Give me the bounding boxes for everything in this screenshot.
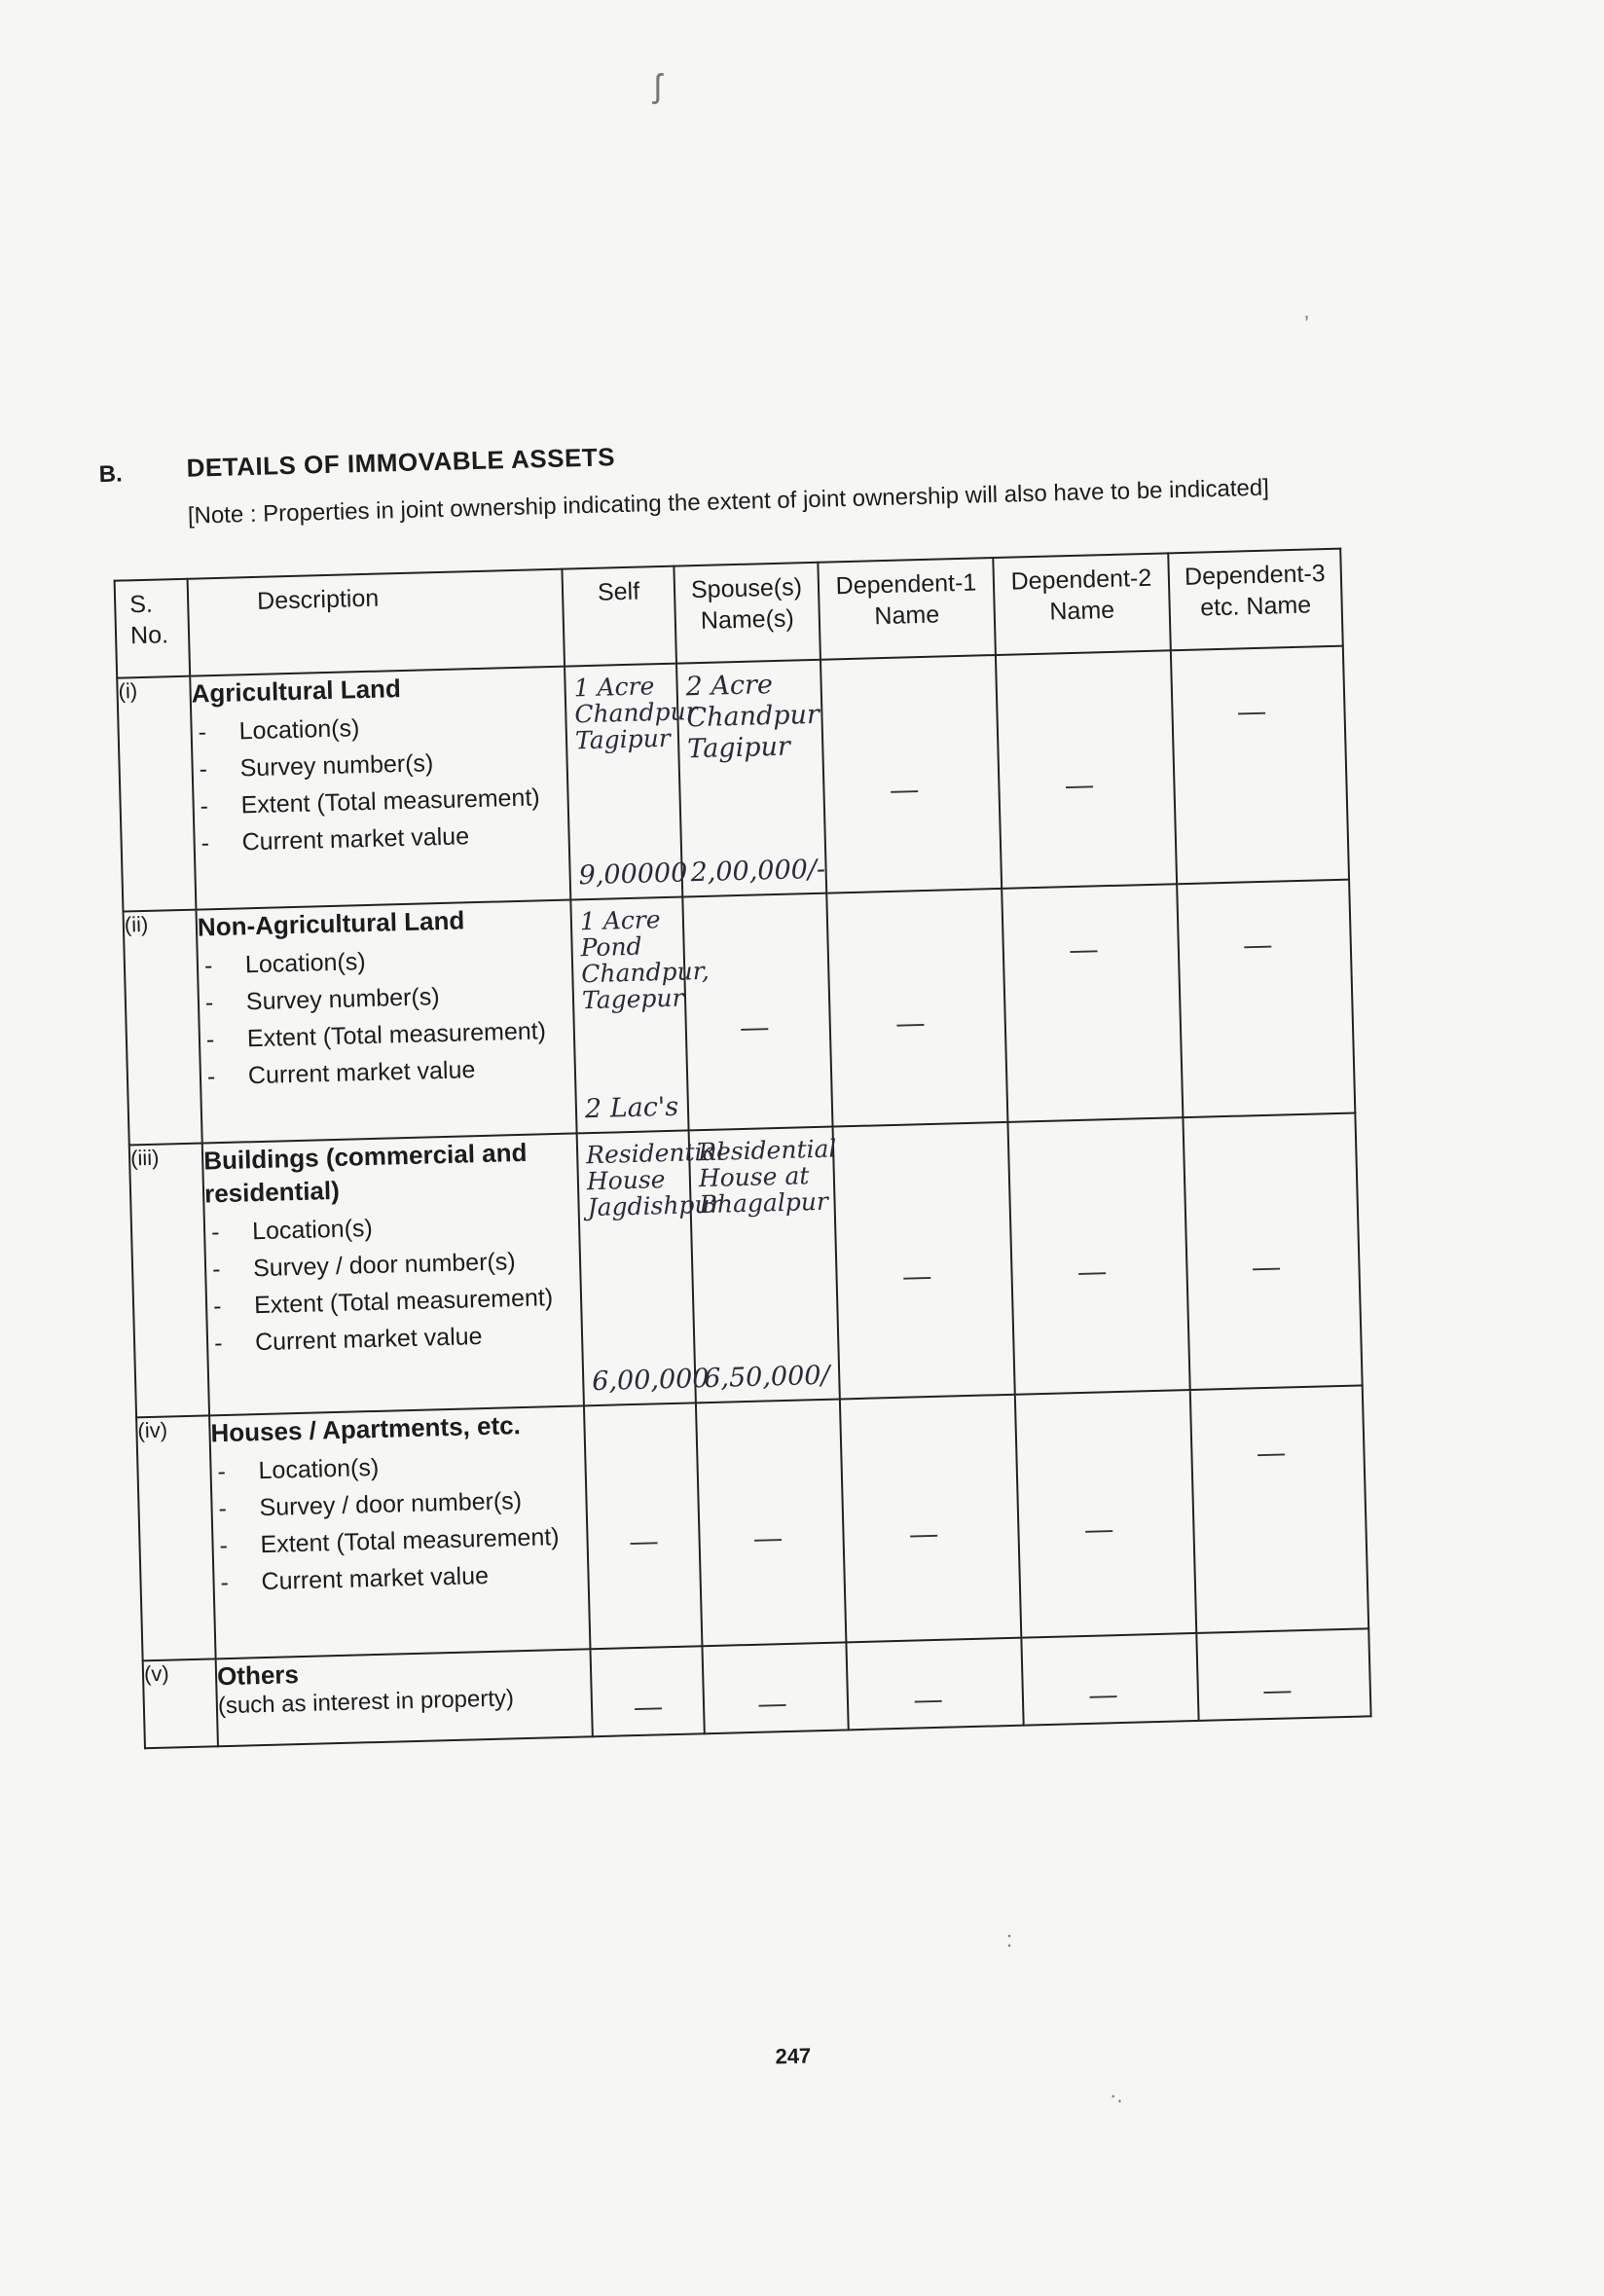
row-sno: (iv) — [136, 1415, 216, 1660]
handwritten-value: 2,00,000/- — [690, 854, 826, 889]
nil-dash: — — [1070, 932, 1098, 965]
dependent-1-cell — [826, 889, 1007, 1127]
nil-dash: — — [1252, 1251, 1281, 1283]
row-item: - Extent (Total measurement) — [207, 1282, 581, 1321]
row-title: Non-Agricultural Land — [197, 905, 465, 942]
row-title: Others — [216, 1659, 300, 1692]
spouse-cell — [682, 893, 832, 1131]
row-item: - Location(s) — [199, 942, 572, 981]
dependent-1-cell — [820, 655, 1002, 893]
row-item: - Current market value — [214, 1558, 588, 1597]
dependent-3-cell — [1196, 1628, 1370, 1721]
section-letter: B. — [98, 460, 124, 489]
row-item: - Extent (Total measurement) — [194, 783, 567, 821]
nil-dash: — — [634, 1691, 663, 1723]
header-spouse: Spouse(s) Name(s) — [674, 563, 820, 664]
spouse-cell — [689, 1127, 840, 1403]
header-dependent-2: Dependent-2 Name — [993, 553, 1171, 655]
row-description — [216, 1649, 593, 1746]
nil-dash: — — [758, 1688, 786, 1719]
handwritten-value: 6,00,000 — [591, 1363, 710, 1398]
self-cell — [577, 1130, 725, 1405]
row-item: - Location(s) — [192, 709, 565, 747]
nil-dash: — — [1084, 1513, 1113, 1545]
header-dependent-1: Dependent-1 Name — [818, 558, 996, 660]
row-item: - Current market value — [201, 1053, 575, 1092]
handwritten-value: 2 Lac's — [584, 1091, 679, 1125]
table-row — [117, 646, 1349, 912]
page-number: 247 — [775, 2043, 812, 2069]
row-item: - Survey number(s) — [200, 979, 573, 1018]
dependent-1-cell — [840, 1395, 1021, 1643]
header-sno: S. No. — [115, 579, 191, 678]
nil-dash: — — [1257, 1437, 1286, 1468]
nil-dash: — — [630, 1525, 658, 1557]
row-item: - Survey number(s) — [193, 746, 566, 784]
nil-dash: — — [1243, 929, 1272, 961]
row-description — [202, 1133, 584, 1415]
dependent-2-cell — [996, 650, 1177, 889]
dependent-1-cell — [846, 1638, 1023, 1731]
row-description — [209, 1405, 590, 1658]
handwritten-entry: 1 Acre Pond Chandpur, Tagepur — [579, 905, 711, 1015]
handwritten-entry: 1 Acre Chandpur Tagipur — [573, 672, 698, 755]
row-sno: (iii) — [129, 1144, 209, 1418]
row-title: Buildings (commercial and residential) — [202, 1137, 528, 1209]
row-item: - Survey / door number(s) — [206, 1245, 580, 1284]
scan-mark: ʃ — [654, 68, 662, 105]
dependent-3-cell — [1183, 1113, 1362, 1391]
row-item: - Current market value — [208, 1319, 582, 1358]
row-item: - Extent (Total measurement) — [213, 1521, 587, 1560]
dependent-1-cell — [833, 1122, 1015, 1400]
spouse-cell — [702, 1642, 848, 1733]
table-row — [129, 1113, 1363, 1418]
nil-dash: — — [1089, 1679, 1117, 1710]
dependent-3-cell — [1171, 646, 1349, 885]
table-row — [123, 880, 1355, 1146]
row-sno: (ii) — [123, 910, 201, 1146]
nil-dash: — — [740, 1011, 769, 1042]
header-dependent-3: Dependent-3 etc. Name — [1168, 549, 1343, 651]
row-subtitle: (such as interest in property) — [217, 1685, 515, 1720]
handwritten-entry: Residential House at Bhagalpur — [697, 1134, 837, 1220]
nil-dash: — — [1262, 1674, 1292, 1706]
row-title: Agricultural Land — [191, 674, 402, 709]
dependent-3-cell — [1177, 880, 1355, 1118]
nil-dash: — — [1065, 769, 1094, 801]
nil-dash: — — [1237, 695, 1266, 727]
dependent-2-cell — [1015, 1390, 1196, 1638]
section-title: DETAILS OF IMMOVABLE ASSETS — [186, 442, 616, 483]
dependent-2-cell — [1007, 1117, 1189, 1395]
dependent-2-cell — [1002, 884, 1183, 1122]
scan-mark: : — [1006, 1927, 1013, 1951]
scan-mark: ·. — [1110, 2083, 1123, 2107]
nil-dash: — — [909, 1517, 938, 1549]
dependent-3-cell — [1190, 1385, 1368, 1633]
row-description — [190, 667, 570, 910]
spouse-cell — [696, 1399, 846, 1646]
self-cell — [590, 1646, 704, 1736]
self-cell — [570, 897, 711, 1134]
nil-dash: — — [890, 774, 919, 805]
row-item: - Location(s) — [205, 1208, 579, 1247]
row-sno: (v) — [143, 1658, 218, 1748]
handwritten-entry: 2 Acre Chandpur Tagipur — [685, 670, 820, 765]
handwritten-value: 9,00000 — [578, 857, 688, 892]
section-note: [Note : Properties in joint ownership indicating the extent of joint ownership will also have to be indicated] — [187, 474, 1270, 529]
row-sno: (i) — [117, 676, 196, 912]
nil-dash: — — [902, 1259, 931, 1292]
scan-mark: ’ — [1304, 311, 1309, 336]
dependent-2-cell — [1021, 1633, 1198, 1726]
nil-dash: — — [1077, 1256, 1107, 1287]
nil-dash: — — [753, 1522, 783, 1553]
handwritten-value: 6,50,000/ — [703, 1360, 830, 1395]
header-self: Self — [562, 566, 676, 667]
row-item: - Survey / door number(s) — [212, 1484, 586, 1523]
row-item: - Extent (Total measurement) — [200, 1016, 574, 1055]
table-row — [136, 1385, 1368, 1660]
row-item: - Location(s) — [211, 1447, 585, 1486]
nil-dash: — — [895, 1007, 925, 1039]
row-description — [196, 900, 576, 1144]
section-header — [98, 423, 1325, 529]
spouse-cell — [676, 660, 826, 897]
row-title: Houses / Apartments, etc. — [210, 1410, 522, 1448]
self-cell — [565, 664, 698, 900]
header-description: Description — [188, 569, 565, 676]
nil-dash: — — [914, 1683, 942, 1715]
self-cell — [584, 1403, 703, 1649]
row-item: - Current market value — [195, 820, 568, 858]
handwritten-entry: Residential House Jagdishpur — [585, 1137, 725, 1222]
immovable-assets-table — [114, 548, 1372, 1750]
